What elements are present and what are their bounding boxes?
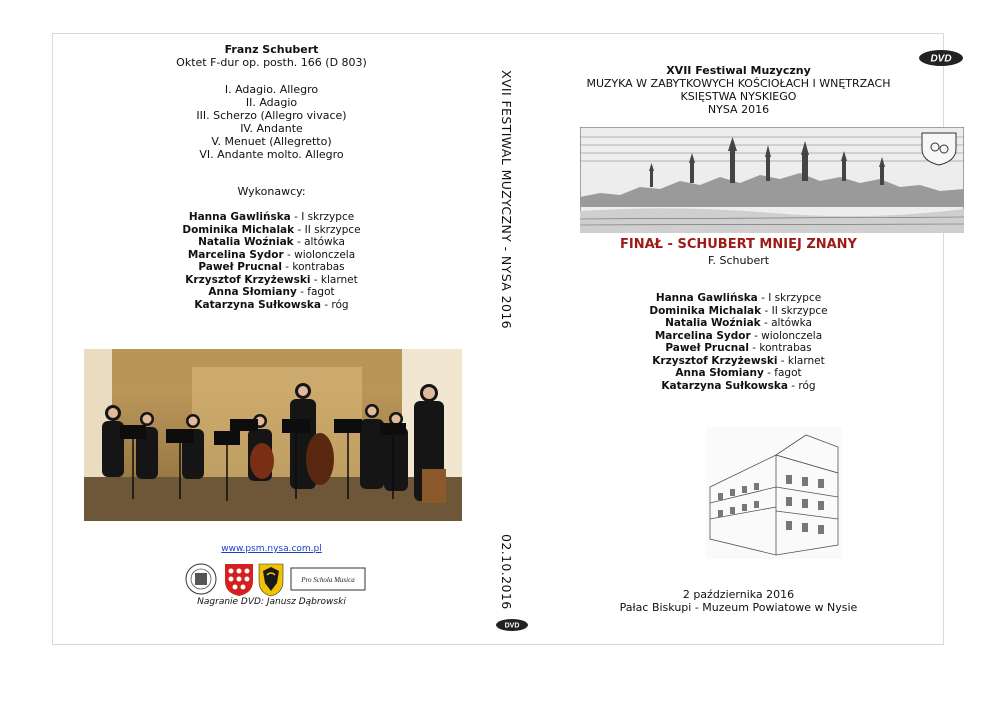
performer-role: - wiolonczela bbox=[283, 248, 356, 261]
back-cover bbox=[53, 34, 490, 644]
performers-heading: Wykonawcy: bbox=[237, 185, 306, 198]
performer-name: Anna Słomiany bbox=[208, 286, 297, 298]
city-engraving bbox=[580, 127, 964, 233]
movement-list bbox=[53, 83, 490, 161]
school-seal-icon bbox=[186, 564, 216, 594]
performer-row bbox=[53, 286, 490, 299]
performer-row bbox=[53, 261, 490, 274]
front-performer-list bbox=[534, 292, 943, 392]
front-cover bbox=[534, 34, 952, 644]
performer-name: Dominika Michalak bbox=[649, 304, 762, 317]
performer-name: Krzysztof Krzyżewski bbox=[652, 354, 778, 367]
performer-name: Marcelina Sydor bbox=[187, 248, 284, 261]
spine bbox=[490, 34, 534, 644]
performer-name: Marcelina Sydor bbox=[654, 329, 751, 342]
work-title: Oktet F-dur op. posth. 166 (D 803) bbox=[176, 56, 367, 69]
festival-subtitle-line2: KSIĘSTWA NYSKIEGO bbox=[680, 90, 797, 103]
performer-role: - II skrzypce bbox=[761, 304, 828, 317]
coat-of-arms-icon bbox=[225, 564, 253, 596]
performer-name: Katarzyna Sułkowska bbox=[661, 379, 788, 392]
ensemble-photo bbox=[84, 349, 462, 521]
website-link[interactable]: www.psm.nysa.com.pl bbox=[221, 544, 322, 554]
movement-item: VI. Andante molto. Allegro bbox=[199, 148, 344, 161]
spine-date: 02.10.2016 bbox=[499, 534, 514, 610]
performer-row bbox=[53, 224, 490, 237]
performer-name: Krzysztof Krzyżewski bbox=[185, 273, 311, 286]
performer-name: Dominika Michalak bbox=[182, 223, 295, 236]
svg-text:Pro Schola Musica: Pro Schola Musica bbox=[301, 576, 355, 584]
svg-text:DVD: DVD bbox=[504, 622, 520, 630]
event-details bbox=[534, 588, 943, 614]
performer-name: Paweł Prucnal bbox=[665, 342, 749, 354]
event-date: 2 października 2016 bbox=[682, 588, 795, 601]
dvd-logo-icon bbox=[495, 618, 529, 632]
festival-name: XVII Festiwal Muzyczny bbox=[666, 64, 811, 77]
performer-name: Anna Słomiany bbox=[675, 367, 764, 379]
festival-subtitle-line1: MUZYKA W ZABYTKOWYCH KOŚCIOŁACH I WNĘTRZACH bbox=[586, 77, 891, 90]
performer-name: Katarzyna Sułkowska bbox=[194, 298, 321, 311]
performer-role: - kontrabas bbox=[281, 261, 345, 273]
performer-role: - róg bbox=[787, 379, 816, 392]
performer-role: - I skrzypce bbox=[290, 211, 355, 223]
performer-role: - fagot bbox=[763, 367, 802, 379]
composer-name: Franz Schubert bbox=[224, 43, 319, 56]
performer-name: Hanna Gawlińska bbox=[188, 211, 291, 223]
performer-role: - fagot bbox=[296, 286, 335, 298]
performer-role: - I skrzypce bbox=[757, 292, 822, 304]
movement-item: IV. Andante bbox=[240, 122, 303, 135]
performer-row bbox=[53, 236, 490, 249]
event-venue: Pałac Biskupi - Muzeum Powiatowe w Nysie bbox=[619, 601, 858, 614]
performer-row bbox=[534, 355, 943, 368]
festival-header bbox=[534, 64, 943, 116]
pro-schola-musica-logo bbox=[291, 568, 365, 590]
movement-item: I. Adagio. Allegro bbox=[224, 83, 319, 96]
performer-role: - II skrzypce bbox=[294, 223, 361, 236]
performer-row bbox=[534, 305, 943, 318]
performer-row bbox=[53, 211, 490, 224]
performer-row bbox=[534, 342, 943, 355]
palace-sketch bbox=[706, 427, 842, 559]
performer-row bbox=[534, 330, 943, 343]
performer-row bbox=[53, 299, 490, 312]
performer-row bbox=[534, 380, 943, 393]
performer-role: - altówka bbox=[293, 236, 345, 248]
performer-row bbox=[53, 274, 490, 287]
concert-title: FINAŁ - SCHUBERT MNIEJ ZNANY bbox=[620, 237, 857, 252]
performer-role: - klarnet bbox=[777, 354, 825, 367]
performer-row bbox=[534, 292, 943, 305]
sponsor-logos bbox=[183, 561, 368, 597]
spine-title: XVII FESTIWAL MUZYCZNY - NYSA 2016 bbox=[499, 70, 514, 330]
dvd-cover bbox=[52, 33, 952, 645]
performer-row bbox=[53, 249, 490, 262]
performer-row bbox=[534, 317, 943, 330]
festival-subtitle-line3: NYSA 2016 bbox=[707, 103, 770, 116]
work-header bbox=[53, 43, 490, 69]
performer-role: - róg bbox=[320, 298, 349, 311]
back-performer-list bbox=[53, 211, 490, 311]
performer-name: Natalia Woźniak bbox=[198, 236, 294, 248]
performer-role: - wiolonczela bbox=[750, 329, 823, 342]
concert-composer: F. Schubert bbox=[707, 254, 770, 267]
svg-text:DVD: DVD bbox=[930, 53, 952, 65]
recording-credit: Nagranie DVD: Janusz Dąbrowski bbox=[197, 597, 346, 607]
performer-name: Natalia Woźniak bbox=[665, 317, 761, 329]
performer-name: Hanna Gawlińska bbox=[655, 292, 758, 304]
movement-item: III. Scherzo (Allegro vivace) bbox=[196, 109, 347, 122]
performer-role: - klarnet bbox=[310, 273, 358, 286]
performer-row bbox=[534, 367, 943, 380]
performer-role: - altówka bbox=[760, 317, 812, 329]
movement-item: V. Menuet (Allegretto) bbox=[211, 135, 332, 148]
performer-role: - kontrabas bbox=[748, 342, 812, 354]
performer-name: Paweł Prucnal bbox=[198, 261, 282, 273]
movement-item: II. Adagio bbox=[245, 96, 298, 109]
eagle-shield-icon bbox=[259, 564, 283, 596]
